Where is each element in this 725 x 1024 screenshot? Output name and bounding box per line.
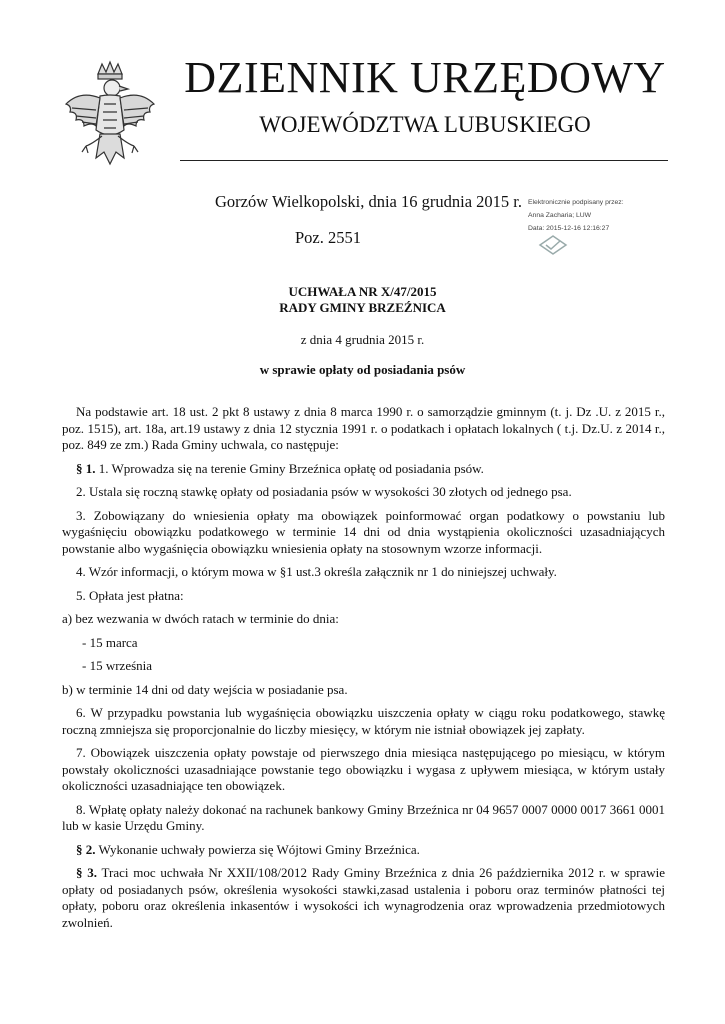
polish-eagle-emblem-icon: [62, 60, 158, 178]
paragraph-8: 8. Wpłatę opłaty należy dokonać na rachunek bankowy Gminy Brzeźnica nr 04 9657 0007 0000 0017 3661 0001 lub w kasie Urzędu Gminy.: [62, 801, 665, 833]
electronic-signature-block: [528, 196, 678, 258]
esign-line-3: Data: 2015-12-16 12:16:27: [528, 225, 610, 232]
paragraph-6: 6. W przypadku powstania lub wygaśnięcia obowiązku uiszczenia opłaty w ciągu roku podatkowego, stawkę roczną zmniejsza się proporcjonalnie do liczby miesięcy, w którym nie istniał obowiązek jej zapłaty.: [62, 705, 665, 737]
preamble: Na podstawie art. 18 ust. 2 pkt 8 ustawy z dnia 8 marca 1990 r. o samorządzie gminnym (t. j. Dz .U. z 2015 r., poz. 1515), art. 18a, art.19 ustawy z dnia 12 stycznia 1991 r. o podatkach i opłatach lokalnych ( t.j. Dz.U. z 2014 r., poz. 849 ze zm.) Rada Gminy uchwala, co następuje:: [62, 404, 665, 452]
paragraph-1: [62, 461, 665, 478]
section-2: [62, 842, 665, 859]
resolution-number: UCHWAŁA NR X/47/2015: [288, 284, 437, 299]
paragraph-5a-item-2: - 15 września: [82, 658, 153, 673]
paragraph-4: 4. Wzór informacji, o którym mowa w §1 ust.3 określa załącznik nr 1 do niniejszej uchwały.: [76, 564, 557, 579]
publication-place-date: Gorzów Wielkopolski, dnia 16 grudnia 2015 r.: [215, 192, 522, 211]
paragraph-5b: b) w terminie 14 dni od daty wejścia w posiadanie psa.: [62, 681, 348, 697]
masthead-divider: [180, 160, 668, 161]
council-name: RADY GMINY BRZEŹNICA: [279, 300, 446, 315]
section-1-text: 1. Wprowadza się na terenie Gminy Brzeźnica opłatę od posiadania psów.: [95, 460, 484, 476]
paragraph-3: 3. Zobowiązany do wniesienia opłaty ma obowiązek poinformować organ podatkowy o powstaniu lub wygaśnięciu obowiązku podatkowego w terminie 14 dni od dnia wystąpienia okoliczności uzasadniających powstanie albo wygaśnięcia obowiązku wniesienia opłaty na stosownym wzorze informacji.: [62, 507, 665, 556]
esign-line-2: Anna Zacharia; LUW: [528, 212, 592, 219]
paragraph-7: 7. Obowiązek uiszczenia opłaty powstaje od pierwszego dnia miesiąca następującego po miesiącu, w którym powstały okoliczności uzasadniające powstanie tego obowiązku i wygasa z upływem miesiąca, w którym ustały okoliczności uzasadniające ten obowiązek.: [62, 745, 665, 793]
section-3-text: Traci moc uchwała Nr XXII/108/2012 Rady Gminy Brzeźnica z dnia 26 października 2012 r. w sprawie opłaty od posiadanych psów, określenia wysokości stawki,zasad ustalenia i poboru oraz terminów płatności tej opłaty, poboru oraz określenia inkasentów i wysokości ich wynagrodzenia oraz wprowadzenia przedmiotowych zwolnień.: [62, 865, 666, 930]
resolution-subject: w sprawie opłaty od posiadania psów: [259, 362, 466, 377]
masthead-subtitle: WOJEWÓDZTWA LUBUSKIEGO: [259, 112, 591, 137]
resolution-date: z dnia 4 grudnia 2015 r.: [300, 332, 425, 347]
paragraph-5a-item-1: - 15 marca: [82, 634, 138, 650]
esign-line-1: Elektronicznie podpisany przez:: [528, 199, 624, 206]
paragraph-5a: a) bez wezwania w dwóch ratach w terminie do dnia:: [62, 611, 339, 626]
position-number: Poz. 2551: [295, 228, 361, 247]
section-2-text: Wykonanie uchwały powierza się Wójtowi Gminy Brzeźnica.: [95, 841, 420, 857]
section-1-label: § 1.: [76, 460, 96, 476]
resolution-body: [62, 404, 665, 938]
signature-check-icon: [538, 234, 568, 256]
paragraph-2: 2. Ustala się roczną stawkę opłaty od posiadania psów w wysokości 30 złotych od jednego psa.: [76, 484, 572, 499]
paragraph-5: 5. Opłata jest płatna:: [76, 587, 184, 603]
section-2-label: § 2.: [76, 841, 96, 857]
masthead-title: DZIENNIK URZĘDOWY: [184, 53, 666, 102]
section-3-label: § 3.: [76, 865, 97, 880]
section-3: [62, 865, 665, 931]
